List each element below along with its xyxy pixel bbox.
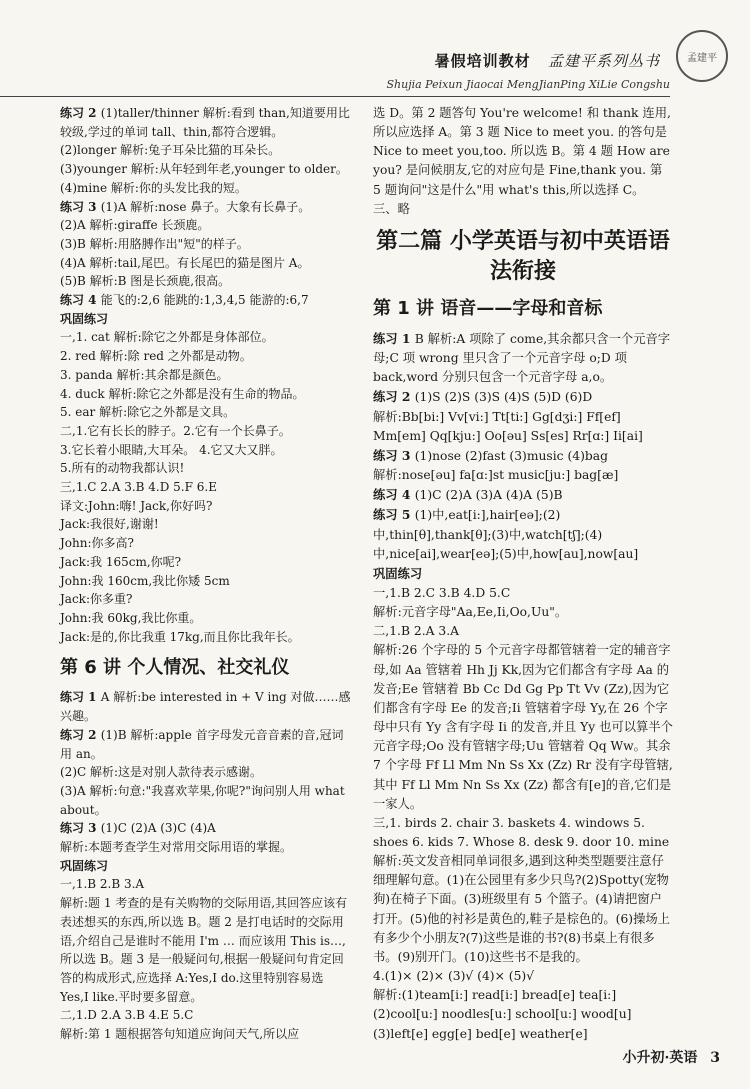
- answer-line: [373, 104, 673, 200]
- answer-line: [60, 726, 355, 763]
- answer-text: (4)A 解析:tail,尾巴。有长尾巴的猫是图片 A。: [60, 255, 310, 270]
- answer-text: (1)C (2)A (3)A (4)A (5)B: [414, 488, 563, 503]
- answer-text: 一,1.B 2.C 3.B 4.D 5.C: [373, 585, 511, 600]
- answer-line: [60, 609, 355, 628]
- answer-line: [60, 254, 355, 273]
- answer-text: 解析:(1)team[i:] read[i:] bread[e] tea[i:] (2)cool[u:] noodles[u:] school[u:] wood[u] (3)left[e] egg[e] bed[e] weather[e]: [373, 988, 632, 1041]
- answer-text: 能飞的:2,6 能跳的:1,3,4,5 能游的:6,7: [100, 293, 309, 308]
- answer-text: (2)A 解析:giraffe 长颈鹿。: [60, 218, 210, 233]
- exercise-label: 巩固练习: [60, 858, 109, 873]
- answer-line: [373, 485, 673, 505]
- answer-line: [60, 347, 355, 366]
- answer-text: 4.(1)× (2)× (3)√ (4)× (5)√: [373, 969, 535, 984]
- answer-line: [60, 179, 355, 198]
- answer-text: 三、略: [373, 201, 410, 216]
- answer-line: [60, 590, 355, 609]
- answer-text: (3)A 解析:句意:"我喜欢苹果,你呢?"询问别人用 what about。: [60, 783, 345, 817]
- answer-text: 一,1. cat 解析:除它之外都是身体部位。: [60, 330, 274, 345]
- answer-line: [60, 688, 355, 725]
- exercise-label: 练习 3: [60, 199, 101, 214]
- answer-line: [60, 385, 355, 404]
- answer-line: [373, 329, 673, 387]
- answer-line: [60, 235, 355, 254]
- answer-line: [60, 628, 355, 647]
- answer-line: [373, 466, 673, 485]
- answer-line: [60, 441, 355, 460]
- exercise-label: 练习 4: [373, 487, 415, 503]
- exercise-label: 练习 2: [373, 389, 415, 405]
- exercise-label: 练习 3: [373, 447, 415, 463]
- header-pinyin: Shujia Peixun Jiaocai MengJianPing XiLie Congshu: [386, 78, 670, 91]
- answer-text: (1)A 解析:nose 鼻子。大象有长鼻子。: [100, 199, 311, 214]
- answer-line: [60, 328, 355, 347]
- answer-text: (2)C 解析:这是对别人款待表示感谢。: [60, 765, 263, 780]
- answer-text: Jack:是的,你比我重 17kg,而且你比我年长。: [60, 629, 300, 644]
- answer-text: (1)C (2)A (3)C (4)A: [100, 821, 216, 836]
- answer-text: 解析:Bb[bi:] Vv[vi:] Tt[ti:] Gg[dʒi:] Ff[ef] Mm[em] Qq[kju:] Oo[əu] Ss[es] Rr[ɑ:] Ii[ai]: [373, 409, 643, 443]
- answer-line: [60, 819, 355, 838]
- header-title: [435, 50, 660, 71]
- answer-line: [60, 160, 355, 179]
- header-book-title: 暑假培训教材: [434, 52, 531, 70]
- answer-line: [60, 291, 355, 310]
- answer-text: 译文:John:嗨! Jack,你好吗?: [60, 498, 213, 513]
- answer-text: (1)B 解析:apple 首字母发元音音素的音,冠词用 an。: [60, 727, 344, 761]
- answer-text: 解析:26 个字母的 5 个元音字母都管辖着一定的辅音字母,如 Aa 管辖着 Hh Jj Kk,因为它们都含有字母 Aa 的发音;Ee 管辖着 Bb Cc Dd Gg Pp Tt Vv (Zz),因为它们都含有字母 Ee 的发音;Ii 管辖着字母 Yy,在 26 个字母中只有 Yy 含有字母 Ii 的发音,并且 Yy 也可以算半个元音字母;Oo 没有管辖字母;Uu 管辖着 Qq Ww。其余 7 个字母 Ff Ll Mm Nn Ss Xx (Zz) Rr 没有字母管辖,其中 Ff Ll Mm Nn Ss Xx (Zz) 都含有[e]的音,它们是一家人。: [373, 643, 673, 811]
- exercise-label: 巩固练习: [373, 565, 423, 581]
- answer-line: [60, 515, 355, 534]
- answer-text: 三,1. birds 2. chair 3. baskets 4. windows 5. shoes 6. kids 7. Whose 8. desk 9. door 10. mine: [373, 815, 670, 849]
- page-header: [0, 0, 750, 100]
- answer-line: [373, 408, 673, 446]
- answer-text: John:我 160cm,我比你矮 5cm: [60, 573, 230, 588]
- lesson-1-title: 第 1 讲 语音——字母和音标: [373, 297, 603, 319]
- answer-line: [373, 200, 673, 219]
- answer-text: 二,1.B 2.A 3.A: [373, 624, 460, 639]
- answer-line: [373, 387, 673, 407]
- answer-line: [373, 986, 673, 1043]
- answer-text: 解析:英文发音相同单词很多,遇到这种类型题要注意仔细理解句意。(1)在公园里有多少只鸟?(2)Spotty(宠物狗)在椅子下面。(3)班级里有 5 个篮子。(4)请把窗户打开。(5)他的衬衫是黄色的,鞋子是棕色的。(6)操场上有多少个小朋友?(7)这些是谁的书?(8)书桌上有很多书。(9)别开门。(10)这些书不是我的。: [373, 854, 670, 964]
- exercise-label: 巩固练习: [60, 311, 109, 326]
- answer-text: (3)B 解析:用胳膊作出"短"的样子。: [60, 236, 249, 251]
- answer-text: (1)中,eat[i:],hair[eə];(2)中,thin[θ],thank[θ];(3)中,watch[tʃ];(4)中,nice[ai],wear[eə];(5)中,how[au],now[au]: [373, 508, 639, 561]
- answer-text: 解析:第 1 题根据答句知道应询问天气,所以应: [60, 1027, 300, 1042]
- answer-text: (1)S (2)S (3)S (4)S (5)D (6)D: [414, 390, 593, 405]
- answer-text: 5. ear 解析:除它之外都是文具。: [60, 405, 236, 420]
- answer-text: (1)taller/thinner 解析:看到 than,知道要用比较级,学过的单词 tall、thin,都符合逻辑。: [60, 106, 350, 139]
- answer-line: [373, 814, 673, 852]
- answer-line: [373, 852, 673, 967]
- answer-line: [60, 104, 355, 141]
- exercise-label: 练习 5: [373, 507, 415, 523]
- answer-text: 解析:题 1 考查的是有关购物的交际用语,其回答应该有表述想买的东西,所以选 B。题 2 是打电话时的交际用语,介绍自己是谁时不能用 I'm … 而应该用 This is…,所以选 B。题 3 是一般疑问句,根据一般疑问句肯定回答的构成形式,应选择 A:Yes,I do.这里特别容易选 Yes,I like.平时要多留意。: [60, 896, 348, 1004]
- answer-text: 4. duck 解析:除它之外都是没有生命的物品。: [60, 386, 305, 401]
- answer-line: [60, 141, 355, 160]
- exercise-label: 练习 1: [60, 690, 101, 705]
- lesson-6-title: 第 6 讲 个人情况、社交礼仪: [60, 657, 290, 679]
- answer-line: [60, 875, 355, 894]
- answer-line: [60, 857, 355, 876]
- answer-text: (3)younger 解析:从年轻到年老,younger to older。: [60, 162, 348, 177]
- part-2-title: 第二篇 小学英语与初中英语语法衔接: [376, 228, 670, 284]
- answer-line: [60, 534, 355, 553]
- answer-line: [60, 838, 355, 857]
- publisher-seal-icon: 孟建平: [676, 30, 728, 82]
- left-column: [60, 104, 355, 1044]
- answer-line: [60, 1025, 355, 1044]
- answer-text: B 解析:A 项除了 come,其余都只含一个元音字母;C 项 wrong 里只含了一个元音字母 o;D 项 back,word 分别只包含一个元音字母 a,o。: [373, 331, 671, 385]
- answer-line: [60, 216, 355, 235]
- answer-line: [373, 446, 673, 466]
- exercise-label: 练习 2: [60, 727, 101, 742]
- answer-text: 选 D。第 2 题答句 You're welcome! 和 thank 连用,所以应选择 A。第 3 题 Nice to meet you. 的答句是 Nice to meet you,too. 所以选 B。第 4 题 How are you? 是问候朋友,它的对应句是 Fine,thank you. 第 5 题询问"这是什么"用 what's this,所以选择 C。: [373, 106, 671, 197]
- answer-text: 解析:本题考查学生对常用交际用语的掌握。: [60, 840, 293, 855]
- page-number: 3: [710, 1050, 720, 1066]
- answer-text: (5)B 解析:B 图是长颈鹿,很高。: [60, 274, 231, 289]
- answer-line: [60, 894, 355, 1006]
- answer-line: [60, 478, 355, 497]
- answer-line: [60, 553, 355, 572]
- answer-line: [373, 603, 673, 622]
- answer-line: [60, 459, 355, 478]
- answer-text: John:我 60kg,我比你重。: [60, 610, 202, 625]
- answer-text: 一,1.B 2.B 3.A: [60, 877, 145, 892]
- answer-line: [60, 310, 355, 329]
- answer-line: [60, 572, 355, 591]
- answer-line: [60, 422, 355, 441]
- header-series: 孟建平系列丛书: [547, 52, 660, 70]
- answer-text: A 解析:be interested in + V ing 对做……感兴趣。: [60, 690, 351, 724]
- exercise-label: 练习 3: [60, 821, 101, 836]
- answer-line: [60, 1006, 355, 1025]
- answer-line: [373, 564, 673, 584]
- answer-line: [60, 198, 355, 217]
- answer-line: [373, 967, 673, 986]
- header-divider: [0, 96, 670, 97]
- answer-text: 3. panda 解析:其余都是颜色。: [60, 367, 229, 382]
- answer-text: 3.它长着小眼睛,大耳朵。 4.它又大又胖。: [60, 442, 283, 457]
- answer-line: [60, 763, 355, 782]
- answer-line: [373, 584, 673, 603]
- answer-line: [373, 622, 673, 641]
- right-column: [373, 104, 673, 1044]
- footer-label: 小升初·英语: [622, 1050, 698, 1066]
- answer-text: Jack:我 165cm,你呢?: [60, 554, 182, 569]
- answer-text: 二,1.它有长长的脖子。2.它有一个长鼻子。: [60, 423, 291, 438]
- exercise-label: 练习 4: [60, 293, 101, 308]
- answer-text: 解析:nose[əu] fa[ɑ:]st music[ju:] bag[æ]: [373, 468, 619, 483]
- answer-line: [60, 403, 355, 422]
- page-footer: [623, 1047, 721, 1067]
- answer-text: John:你多高?: [60, 536, 134, 551]
- answer-text: (4)mine 解析:你的头发比我的短。: [60, 180, 247, 195]
- answer-line: [373, 505, 673, 563]
- answer-text: 2. red 解析:除 red 之外都是动物。: [60, 349, 252, 364]
- answer-line: [373, 641, 673, 813]
- answer-text: Jack:我很好,谢谢!: [60, 517, 159, 532]
- answer-text: (1)nose (2)fast (3)music (4)bag: [414, 448, 608, 463]
- answer-line: [60, 272, 355, 291]
- answer-line: [60, 782, 355, 819]
- answer-text: Jack:你多重?: [60, 592, 133, 607]
- answer-line: [60, 497, 355, 516]
- answer-text: 二,1.D 2.A 3.B 4.E 5.C: [60, 1008, 194, 1023]
- exercise-label: 练习 2: [60, 106, 101, 120]
- exercise-label: 练习 1: [373, 330, 415, 346]
- answer-text: 解析:元音字母"Aa,Ee,Ii,Oo,Uu"。: [373, 605, 568, 620]
- answer-line: [60, 366, 355, 385]
- answer-text: (2)longer 解析:兔子耳朵比猫的耳朵长。: [60, 143, 281, 158]
- answer-text: 5.所有的动物我都认识!: [60, 461, 185, 476]
- answer-text: 三,1.C 2.A 3.B 4.D 5.F 6.E: [60, 480, 217, 495]
